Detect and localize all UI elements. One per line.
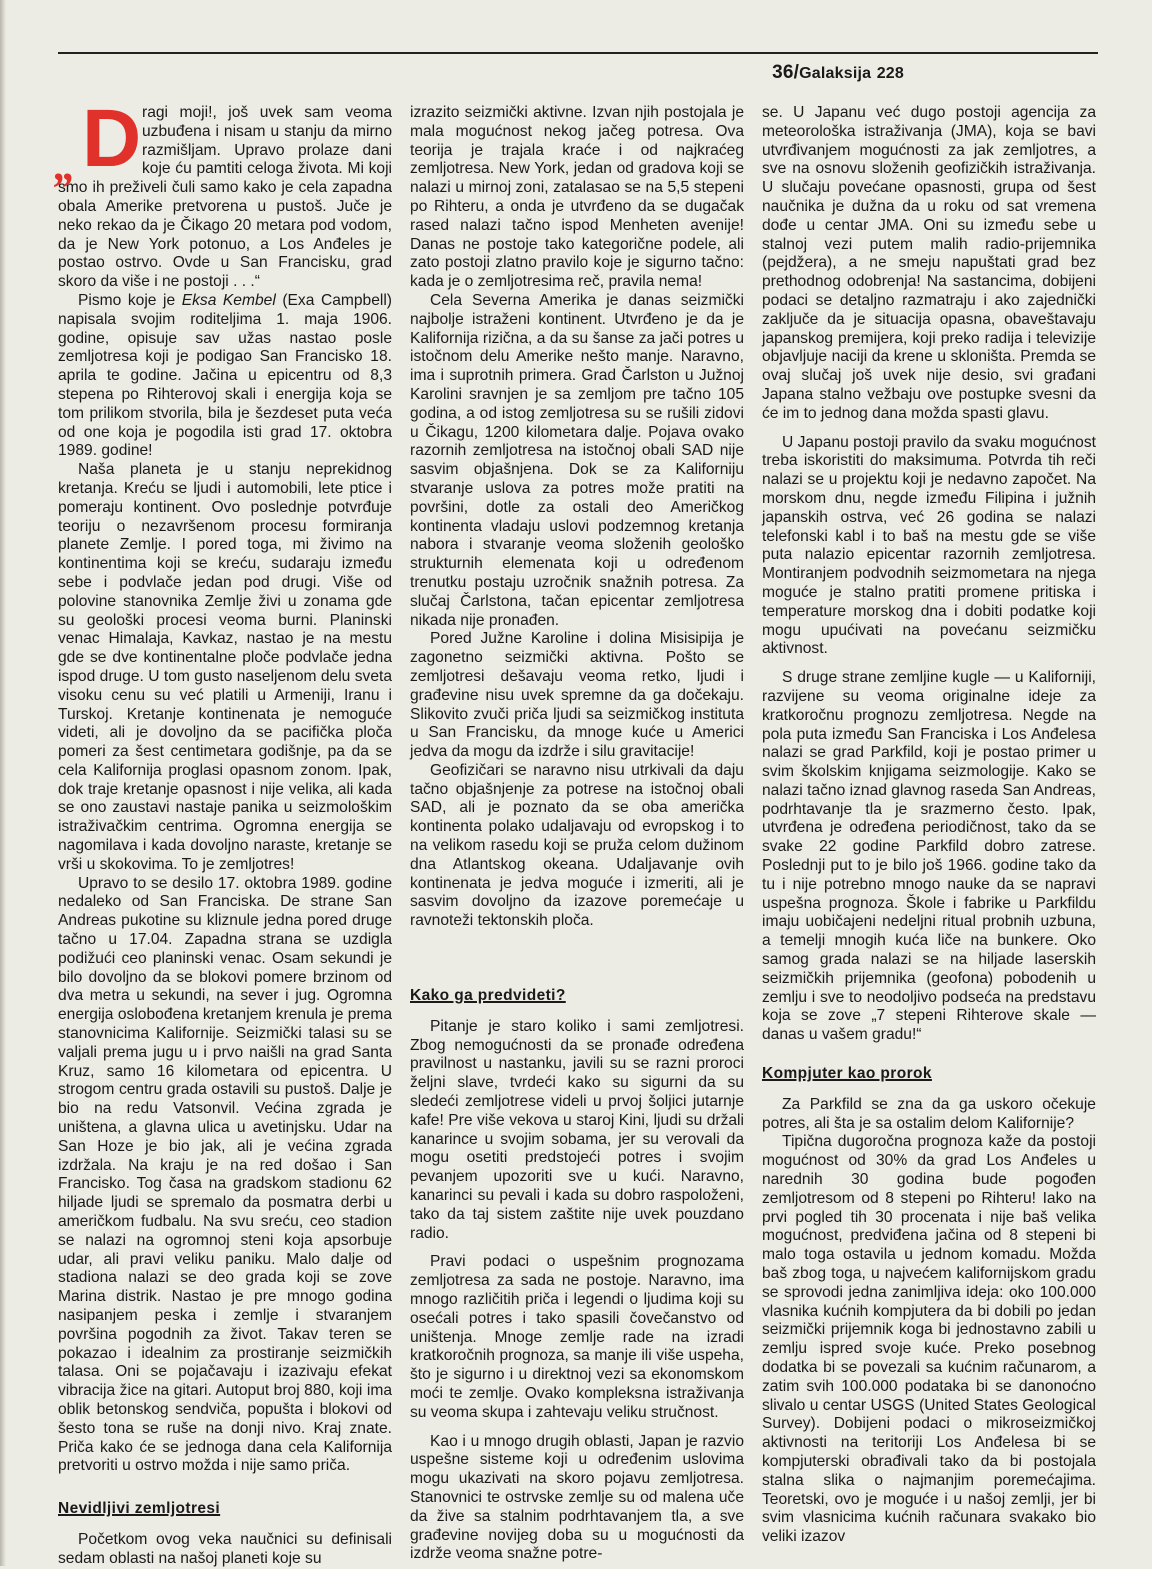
paragraph-text: (Exa Campbell) napisala svojim roditeljima 1. maja 1906. godine, opisuje sav užas nastao posle zemljotresa koji je podigao San Francisko 18. aprila te godine. Jačina u epicentru od 8,3 stepena po Rihterovoj skali i energija koja se tom prilikom stvorila, bila je šezdeset puta veća od one koja je pogodila isti grad 17. oktobra 1989. godine! [58,291,393,460]
magazine-name: Galaksija [799,65,872,82]
drop-cap-quote: „ [54,141,76,190]
paragraph-text: Pismo koje je [78,291,182,309]
section-subheading: Kako ga predvideti? [410,987,566,1005]
paragraph: Tipična dugoročna prognoza kaže da postoji mogućnost od 30% da grad Los Anđeles u narednih 30 godina bude pogođen zemljotresom od 8 stepeni po Rihteru! Iako na prvi pogled tih 30 procenata i nije baš velika mogućnost, predviđena jačina od 8 stepeni bi malo toga ostavila u jednom komadu. Možda baš zbog toga, u najvećem kalifornijskom gradu se sprovodi jedna zanimljiva ideja: oko 100.000 vlasnika kućnih kompjutera da bi dobili po jedan seizmički prijemnik koga bi jednostavno zabili u zemlju ispred svoje kuće. Preko posebnog dodatka bi se povezali sa kućnim računarom, a zatim svih 100.000 podataka bi se danonoćno slivalo u centar USGS (United States Geological Survey). Dobijeni podaci o mikroseizmičkoj aktivnosti na teritoriji Los Anđelesa bi se kompjuterski obrađivali tako da bi postojala stalna slika o najmanjim poremećajima. Teoretski, ovo je moguće i u našoj zemlji, jer bi svim vlasnicima kućnih računara svakako bio veliki izazov [762,1133,1096,1546]
paragraph: Kao i u mnogo drugih oblasti, Japan je razvio uspešne sisteme koji u određenim uslovima mogu ukazivati na skoro pojavu zemljotresa. Stanovnici te ostrvske zemlje su od malena uče da žive sa stalnim podrhtavanjem tla, a sve građevine novijeg doba su u mogućnosti da izdrže veoma snažne potre- [410,1432,744,1563]
paragraph: Upravo to se desilo 17. oktobra 1989. godine nedaleko od San Franciska. De strane San Andreas pukotine su kliznule jedna pored druge tačno u 17.04. Zapadna strana se uzdigla podižući ceo planinski venac. Osam sekundi je bilo dovoljno da se blokovi pomere brzinom od dva metra u sekundi, na sever i jug. Ogromna energija oslobođena kretanjem krenula je prema stanovnicima Kalifornije. Seizmički talasi su se valjali prema jugu u i prvo naišli na grad Santa Kruz, samo 16 kilometara od epicentra. U strogom centru grada ostavili su pustoš. Dalje je bio na redu Vatsonvil. Većina zgrada je uništena, a glavna ulica u avetinjsku. Udar na San Hoze je bio jak, ali je većina zgrada izdržala. Na kraju je na red došao i San Francisko. Tog časa na gradskom stadionu 62 hiljade ljudi se spremalo da posmatra derbi u američkom fudbalu. Na svu sreću, ceo stadion se nalazi na ogromnoj steni koja apsorbuje udar, ali pravi veliku paniku. Malo dalje od stadiona nalazi se deo grada koji se zove Marina distrik. Nastao je pre mnogo godina nasipanjem peska i zemlje i stvaranjem površina pogodnih za život. Takav teren se pokazao i idealnim za prostiranje seizmičkih talasa. Oni se pojačavaju i izazivaju efekat vibracija žice na gitari. Autoput broj 880, koji ima oblik betonskog sendviča, popušta i blokovi od šesto tona se ruše na donji nivo. Kraj znate. Priča kako će se jednoga dana cela Kalifornija pretvoriti u ostrvo možda i nije samo priča. [58,874,392,1475]
paragraph: Za Parkfild se zna da ga uskoro očekuje potres, ali šta je sa ostalim delom Kalifornije? [762,1095,1096,1132]
paragraph: Pravi podaci o uspešnim prognozama zemljotresa za sada ne postoje. Naravno, ima mnogo različitih priča i legendi o ljudima koji su osećali potres i tako spasili čovečanstvo od uništenja. Mnoge zemlje rade na izradi kratkoročnih prognoza, sa manje ili više uspeha, što je sigurno i u direktnoj vezi sa ekonomskom moći te zemlje. Ovako kompleksna istraživanja su veoma skupa i zahtevaju veliku stručnost. [410,1253,744,1421]
article-column-2 [410,104,744,1564]
paragraph: Pored Južne Karoline i dolina Misisipija je zagonetno seizmički aktivna. Pošto se zemljotresi dešavaju veoma retko, ljudi i građevine nisu uvek spremne da ga dočekaju. Slikovito zvuči priča ljudi sa seizmičkog instituta u San Francisku, da mnoge kuće u Americi jedva da mogu da izdrže i silu gravitacije! [410,630,744,761]
paragraph: S druge strane zemljine kugle — u Kaliforniji, razvijene su veoma originalne ideje za kratkoročnu prognozu zemljotresa. Negde na pola puta između San Franciska i Los Anđelesa nalazi se grad Parkfild, koji je postao primer u svim školskim knjigama seizmologije. Kako se nalazi tačno iznad glavnog raseda San Andreas, podrhtavanje tla je srazmerno često. Ipak, utvrđena je određena periodičnost, tako da se svake 22 godine Parkfild dobro zatrese. Poslednji put to je bilo još 1966. godine tako da tu i nije potrebno mnogo nauke da se napravi uspešna prognoza. Škole i fabrike u Parkfildu imaju uobičajeni nedeljni ritual probnih uzbuna, a temelji mnogih kuća liče na bunkere. Oko samog grada nalazi se na hiljade laserskih seizmičkih prijemnika (geofona) pobodenih u zemlju i sve to neodoljivo podseća na predstavu koja se zove „7 stepeni Rihterove skale — danas u vašem gradu!“ [762,669,1096,1044]
drop-cap [54,93,142,190]
page-number [772,62,904,84]
paragraph: Početkom ovog veka naučnici su definisali sedam oblasti na našoj planeti koje su [58,1530,392,1567]
paragraph: Cela Severna Amerika je danas seizmički najbolje istraženi kontinent. Utvrđeno je da je Kalifornija rizična, a da su šanse za jači potres u istočnom delu Amerike nešto manje. Naravno, ima i suprotnih primera. Grad Čarlston u Južnoj Karolini sravnjen je sa zemljom pre tačno 105 godina, a od istog zemljotresa su se rušili zidovi u Čikagu, 1200 kilometara dalje. Pojava ovako razornih zemljotresa na istočnoj obali SAD nije sasvim objašnjena. Dok se za Kaliforniju stvaranje uslova za potres može pratiti na površini, dotle za ostali deo Američkog kontinenta vladaju uslovi podzemnog kretanja nabora i stvaranje veoma složenih geološko strukturnih elemenata koji u određenom trenutku postaju uzročnik snažnih potresa. Za slučaj Čarlstona, tačan epicentar zemljotresa nikada nije pronađen. [410,291,744,629]
page-num: 36/ [772,62,800,83]
drop-cap-letter: D [82,93,142,184]
page-binding-edge [0,0,6,1566]
paragraph: Geofizičari se naravno nisu utrkivali da daju tačno objašnjenje za potrese na istočnoj obali SAD, ali je poznato da se oba američka kontinenta polako udaljavaju od evropskog i to na velikom rasedu koji se pruža celom dužinom dna Atlantskog okeana. Udaljavanje ovih kontinenata je jedva moguće i izmeriti, ali je sasvim dovoljno da izazove poremećaje u ravnoteži tektonskih ploča. [410,761,744,930]
article-column-1 [54,93,393,1569]
paragraph-text: ragi moji!, još uvek sam veoma uzbuđena i nisam u stanju da mirno razmišljam. Upravo prolaze dani koje ću pamtiti celoga života. Mi koji smo ih preživeli čuli samo kako je cela zapadna obala Amerike pretvorena u pustoš. Juče je neko rekao da je Čikago 20 metara pod vodom, da je New York potonuo, a Los Anđeles je postao ostrvo. Ovde u San Francisku, grad skoro da više i ne postoji . . .“ [58,104,392,291]
paragraph: Pitanje je staro koliko i sami zemljotresi. Zbog nemogućnosti da se pronađe određena pravilnost u nastanku, javili su se razni proroci željni slave, tvrdeći kako su sigurni da su sledeći zemljotrese videli u prvoj šoljici jutarnje kafe! Pre više vekova u staroj Kini, ljudi su držali kanarince u svojim sobama, jer su verovali da mogu osetiti predstojeći potres i svojim pevanjem upozoriti sve u kući. Naravno, kanarinci su pevali i kada su dobro raspoloženi, tako da taj sistem zaštite nije uvek pouzdano radio. [410,1017,744,1242]
paragraph [58,292,392,461]
paragraph: U Japanu postoji pravilo da svaku mogućnost treba iskoristiti do maksimuma. Potvrda tih reči nalazi se u projektu koji je nedavno započet. Na morskom dnu, negde između Filipina i južnih japanskih ostrva, već 26 godina se nalazi telefonski kabl i to baš na mestu gde se više puta nalazio epicentar razornih zemljotresa. Montiranjem podvodnih seizmometara na njega moguće je stalno pratiti promene pritiska i temperature morskog dna i dobiti podatke koji mogu upućivati na povećanu seizmičku aktivnost. [762,433,1096,658]
italic-name: Eksa Kembel [181,291,276,309]
article-column-3 [762,104,1096,1547]
section-subheading: Nevidljivi zemljotresi [58,1500,221,1518]
paragraph [54,93,392,292]
issue-number: 228 [876,65,904,82]
paragraph: izrazito seizmički aktivne. Izvan njih postojala je mala mogućnost nekog jačeg potresa. Ova teorija je trajala kraće i od najkraćeg zemljotresa. New York, jedan od gradova koji se nalazi u mirnoj zoni, zatalasao se na 5,5 stepeni po Rihteru, a onda je utvrđeno da se dugačak rased nalazi tačno ispod Menheten avenije! Danas ne postoje tako kategorične podele, ali zato postoji zlatno pravilo koje je sigurno tačno: kada je o zemljotresima reč, pravila nema! [410,104,744,291]
paragraph: se. U Japanu već dugo postoji agencija za meteorološka istraživanja (JMA), koja se bavi utvrđivanjem mogućnosti za jak zemljotres, a sve na osnovu složenih geofizičkih istraživanja. U slučaju povećane opasnosti, grupa od šest naučnika je dužna da u roku od sat vremena dođe u centar JMA. Oni su između sebe u stalnoj vezi putem malih radio-prijemnika (pejdžera), a ne smeju napuštati grad bez prethodnog odobrenja! Na sastancima, dobijeni podaci se detaljno razmatraju i ako zajednički zaključe da je situacija opasna, obaveštavaju japanskog premijera, koji preko radija i televizije objavljuje naciji da krene u skloništa. Premda se ovaj slučaj još uvek nije desio, svi građani Japana stalno vežbaju ove postupke svesni da će im to jednog dana možda spasti glavu. [762,104,1096,422]
paragraph: Naša planeta je u stanju neprekidnog kretanja. Kreću se ljudi i automobili, lete ptice i pomeraju kontinent. Ovo poslednje potvrđuje teoriju o nezavršenom procesu formiranja planete Zemlje. I pored toga, mi živimo na kontinentima koji se kreću, sudaraju između sebe i podvlače jedan pod drugi. Više od polovine stanovnika Zemlje živi u zonama gde su geološki procesi veoma burni. Planinski venac Himalaja, Kavkaz, nastao je na mestu gde se dve kontinentalne ploče podvlače jedna ispod druge. U tom gusto naseljenom delu sveta visoku cenu su već platili u Armeniji, Iranu i Turskoj. Kretanje kontinenata je nemoguće videti, ali je dovoljno da se pacifička ploča pomeri za šest centimetara godišnje, pa da se cela Kalifornija proglasi opasnom zonom. Ipak, dok traje kretanje opasnost i nije velika, ali kada se ono zaustavi nastaje panika u seizmološkim istraživačkim centrima. Ogromna energija se nagomilava i kada dovoljno naraste, kretanje se vrši u skokovima. To je zemljotres! [58,461,392,873]
section-subheading: Kompjuter kao prorok [762,1065,932,1083]
header-rule [58,52,1098,54]
